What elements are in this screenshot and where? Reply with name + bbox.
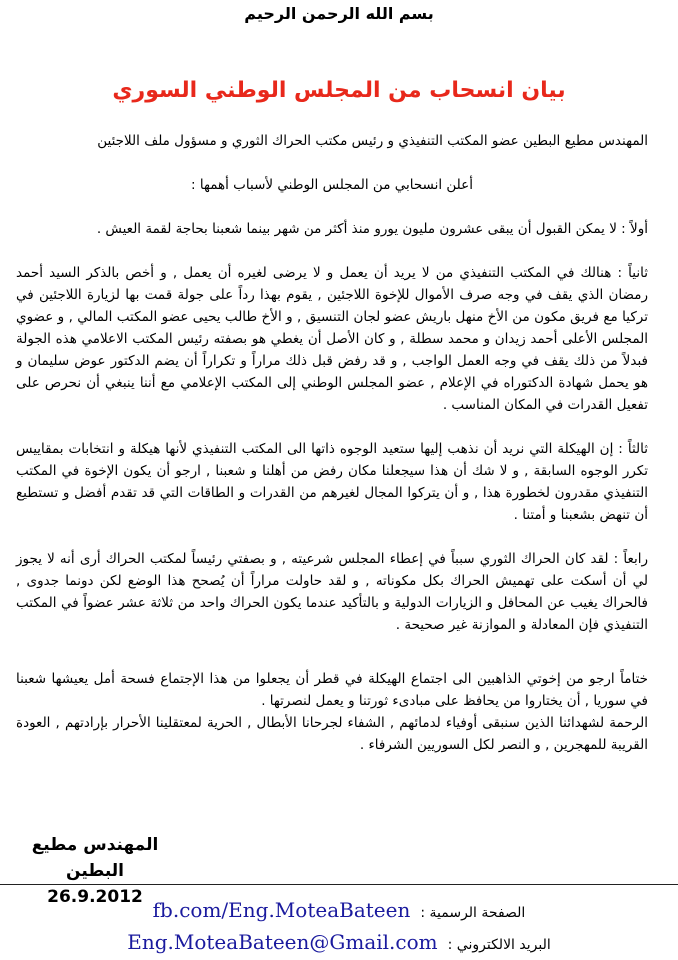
email-link[interactable]: Eng.MoteaBateen@Gmail.com [127,930,438,954]
email-label: البريد الالكتروني : [447,937,551,953]
signature-name: المهندس مطيع البطين [31,835,159,881]
paragraph-closing: ختاماً ارجو من إخوتي الذاهبين الى اجتماع الهيكلة في قطر أن يجعلوا من هذا الإجتماع فسحة أمل يعيشها شعبنا في سوريا , أن يختاروا من يحافظ على مبادىء ثورتنا و يعمل لنصرتها . [16,671,648,709]
basmala: بسم الله الرحمن الرحيم [244,4,434,23]
statement-body [16,130,648,756]
announce-line: أعلن انسحابي من المجلس الوطني لأسباب أهمها : [191,177,473,193]
paragraph-fourth: رابعاً : لقد كان الحراك الثوري سبباً في إعطاء المجلس شرعيته , و بصفتي رئيساً لمكتب الحراك أرى أنه لا يجوز لي أن أسكت على تهميش الحراك بكل مكوناته , و لقد حاولت مراراً أن يُصحح هذا الوضع لكن دونما جدوى , فالحراك يغيب عن المحافل و الزيارات الدولية و بالتأكيد عندما يكون الحراك واحد من ثلاثة عشر عضواً في المكتب التنفيذي فإن المعادلة و الموازنة غير صحيحة . [16,551,648,633]
paragraph-prayer: الرحمة لشهدائنا الذين سنبقى أوفياء لدمائهم , الشفاء لجرحانا الأبطال , الحرية لمعتقلينا الأحرار بإرادتهم , العودة القريبة للمهجرين , و النصر لكل السوريين الشرفاء . [16,715,648,753]
facebook-link[interactable]: fb.com/Eng.MoteaBateen [152,898,411,922]
paragraph-third: ثالثاً : إن الهيكلة التي نريد أن نذهب إليها ستعيد الوجوه ذاتها الى المكتب التنفيذي لأنها هيكلة و انتخابات بمقاييس تكرر الوجوه السابقة , و لا شك أن هذا سيجعلنا مكان رفض من أهلنا و شعبنا , ارجو أن يكون الإخوة في المكتب التنفيذي مقدرون لخطورة هذا , و أن يتركوا المجال لغيرهم من القدرات و الطاقات التي قد تقدم أفضل و تستطيع أن تنهض بشعبنا و أمتنا . [16,441,648,523]
page-title: بيان انسحاب من المجلس الوطني السوري [112,78,566,103]
intro-line: المهندس مطيع البطين عضو المكتب التنفيذي و رئيس مكتب الحراك الثوري و مسؤول ملف اللاجئين [97,133,648,149]
paragraph-second: ثانياً : هنالك في المكتب التنفيذي من لا يريد أن يعمل و لا يرضى لغيره أن يعمل , و أخص بالذكر السيد أحمد رمضان الذي يقف في وجه صرف الأموال للإخوة اللاجئين , يقوم بهذا رداً على جولة قمت بها لزيارة اللاجئين في تركيا مع فريق مكون من الأخ منهل باريش عضو لجان التنسيق , و الأخ طالب يحيى عضو المكتب المالي , و عضوي المجلس الأعلى أحمد زيدان و محمد سطلة , و كان الأصل أن يغطي هو بصفته رئيس المكتب الاعلامي هذه الجولة فبدلاً من ذلك يقف في وجه العمل الواجب , و قد رفض قبل ذلك مراراً و تكراراً أن يضم الدكتور عوض سليمان و هو يحمل شهادة الدكتوراه في الإعلام , عضو المجلس الوطني إلى المكتب الإعلامي مع أننا ينبغي أن نحرص على تفعيل القدرات في المكان المناسب . [16,265,648,413]
footer-divider [0,884,678,885]
facebook-row [0,898,678,922]
paragraph-first: أولاً : لا يمكن القبول أن يبقى عشرون مليون يورو منذ أكثر من شهر بينما شعبنا بحاجة لقمة العيش . [96,221,648,237]
facebook-label: الصفحة الرسمية : [420,905,526,921]
email-row [0,930,678,954]
signature-date: 26.9.2012 [47,887,143,907]
